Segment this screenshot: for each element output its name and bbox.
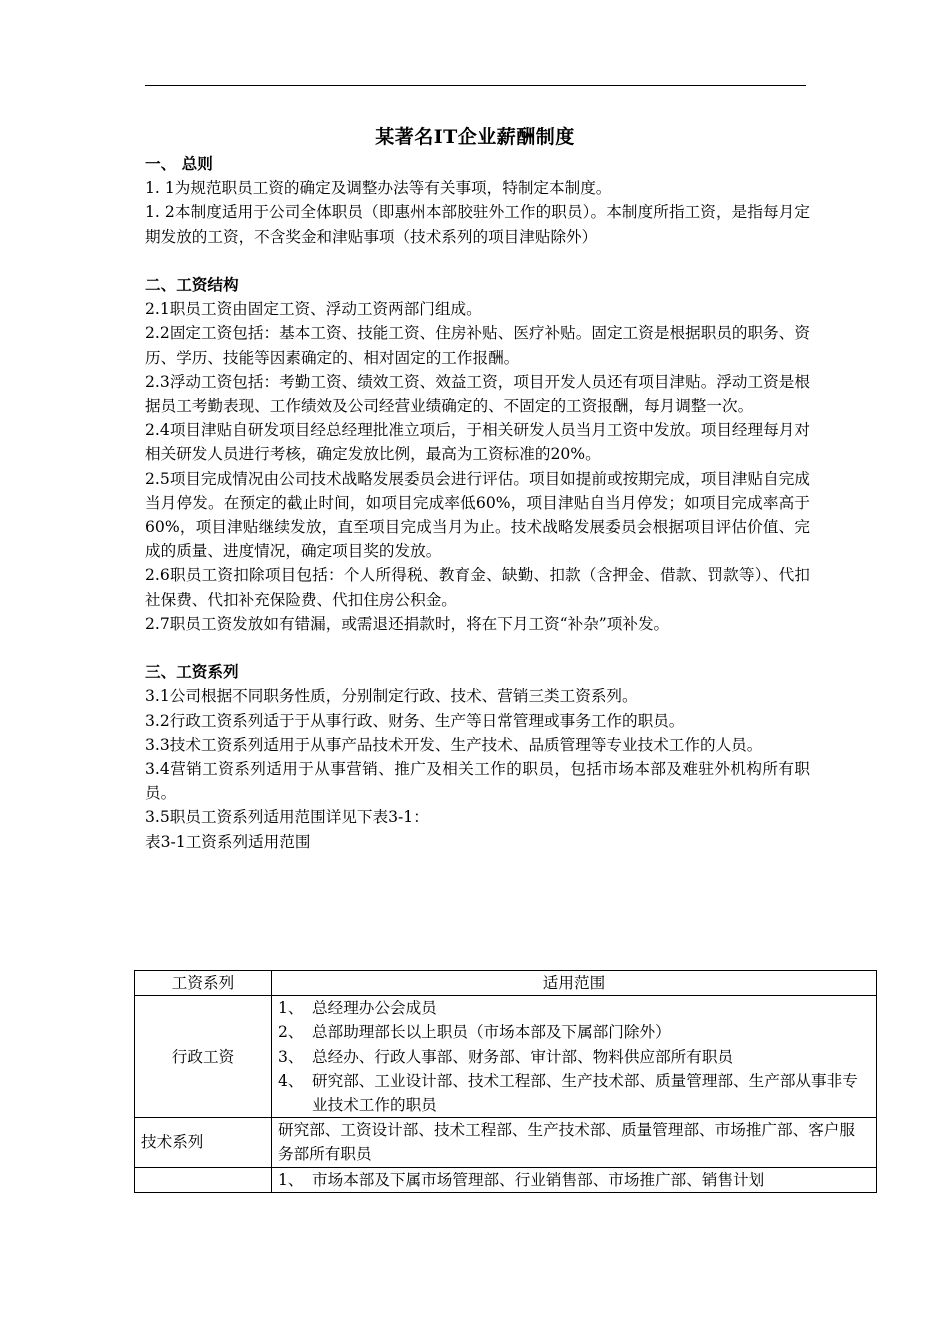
paragraph: 1. 1为规范职员工资的确定及调整办法等有关事项，特制定本制度。 [145, 179, 612, 198]
list-item [278, 1045, 870, 1069]
list-text: 市场本部及下属市场管理部、行业销售部、市场推广部、销售计划 [312, 1170, 765, 1189]
list-number: 3、 [278, 1047, 304, 1066]
document-title: 某著名IT企业薪酬制度 [375, 126, 575, 148]
list-number: 4、 [278, 1071, 304, 1090]
paragraph: 3.3技术工资系列适用于从事产品技术开发、生产技术、品质管理等专业技术工作的人员。 [145, 735, 763, 754]
section-heading: 三、工资系列 [145, 662, 239, 682]
table-scope-cell [272, 1118, 877, 1167]
list-number: 1、 [278, 1170, 304, 1189]
paragraph: 2.3浮动工资包括：考勤工资、绩效工资、效益工资，项目开发人员还有项目津贴。浮动工资是根据员工考勤表现、工作绩效及公司经营业绩确定的、不固定的工资报酬，每月调整一次。 [145, 372, 810, 416]
section-heading: 二、工资结构 [145, 275, 239, 294]
table-header-row [135, 971, 877, 996]
list-item [278, 1069, 870, 1117]
paragraph: 2.5项目完成情况由公司技术战略发展委员会进行评估。项目如提前或按期完成，项目津贴自完成当月停发。在预定的截止时间，如项目完成率低60%，项目津贴自当月停发；如项目完成率高于60%，项目津贴继续发放，直至项目完成当月为止。技术战略发展委员会根据项目评估价值、完成的质量、进度情况，确定项目奖的发放。 [145, 469, 810, 561]
table-scope-cell [272, 996, 877, 1118]
document-body [145, 152, 810, 854]
paragraph: 2.1职员工资由固定工资、浮动工资两部门组成。 [145, 300, 482, 319]
table-row [135, 1167, 877, 1192]
table-scope-cell [272, 1167, 877, 1192]
paragraph: 2.7职员工资发放如有错漏，或需退还捐款时，将在下月工资“补杂”项补发。 [145, 614, 670, 633]
list-number: 1、 [278, 999, 304, 1018]
list-text: 总经理办公会成员 [312, 999, 437, 1018]
list-item [278, 1168, 870, 1192]
table-row [135, 996, 877, 1118]
table-row [135, 1118, 877, 1167]
table-category-cell [135, 1167, 272, 1192]
paragraph: 3.1公司根据不同职务性质，分别制定行政、技术、营销三类工资系列。 [145, 687, 638, 706]
list-text: 研究部、工业设计部、技术工程部、生产技术部、质量管理部、生产部从事非专业技术工作的职员 [312, 1071, 858, 1115]
scope-text: 研究部、工资设计部、技术工程部、生产技术部、质量管理部、市场推广部、客户服务部所有职员 [278, 1121, 855, 1164]
list-item [278, 996, 870, 1020]
list-text: 总经办、行政人事部、财务部、审计部、物料供应部所有职员 [312, 1047, 734, 1066]
paragraph: 2.4项目津贴自研发项目经总经理批准立项后，于相关研发人员当月工资中发放。项目经理每月对相关研发人员进行考核，确定发放比例，最高为工资标准的20%。 [145, 421, 810, 464]
table-category-cell: 技术系列 [135, 1118, 272, 1167]
paragraph: 3.4营销工资系列适用于从事营销、推广及相关工作的职员，包括市场本部及难驻外机构所有职员。 [145, 760, 810, 803]
table-category-cell: 行政工资 [135, 996, 272, 1118]
list-text: 总部助理部长以上职员（市场本部及下属部门除外） [312, 1023, 671, 1042]
section-heading: 一、 总则 [145, 154, 213, 173]
list-number: 2、 [278, 1023, 304, 1042]
table-header-cell: 适用范围 [272, 971, 877, 996]
paragraph: 2.6职员工资扣除项目包括：个人所得税、教育金、缺勤、扣款（含押金、借款、罚款等）、代扣社保费、代扣补充保险费、代扣住房公积金。 [145, 566, 810, 609]
header-rule [145, 85, 806, 86]
paragraph: 1. 2本制度适用于公司全体职员（即惠州本部胶驻外工作的职员）。本制度所指工资，是指每月定期发放的工资，不含奖金和津贴事项（技术系列的项目津贴除外） [145, 203, 810, 246]
table-caption: 表3-1工资系列适用范围 [145, 832, 311, 851]
paragraph: 2.2固定工资包括：基本工资、技能工资、住房补贴、医疗补贴。固定工资是根据职员的职务、资历、学历、技能等因素确定的、相对固定的工作报酬。 [145, 324, 810, 367]
list-item [278, 1020, 870, 1044]
paragraph: 3.2行政工资系列适于于从事行政、财务、生产等日常管理或事务工作的职员。 [145, 711, 685, 730]
table-header-cell: 工资系列 [135, 971, 272, 996]
salary-series-table [134, 970, 877, 1193]
paragraph: 3.5职员工资系列适用范围详见下表3-1： [145, 808, 429, 827]
